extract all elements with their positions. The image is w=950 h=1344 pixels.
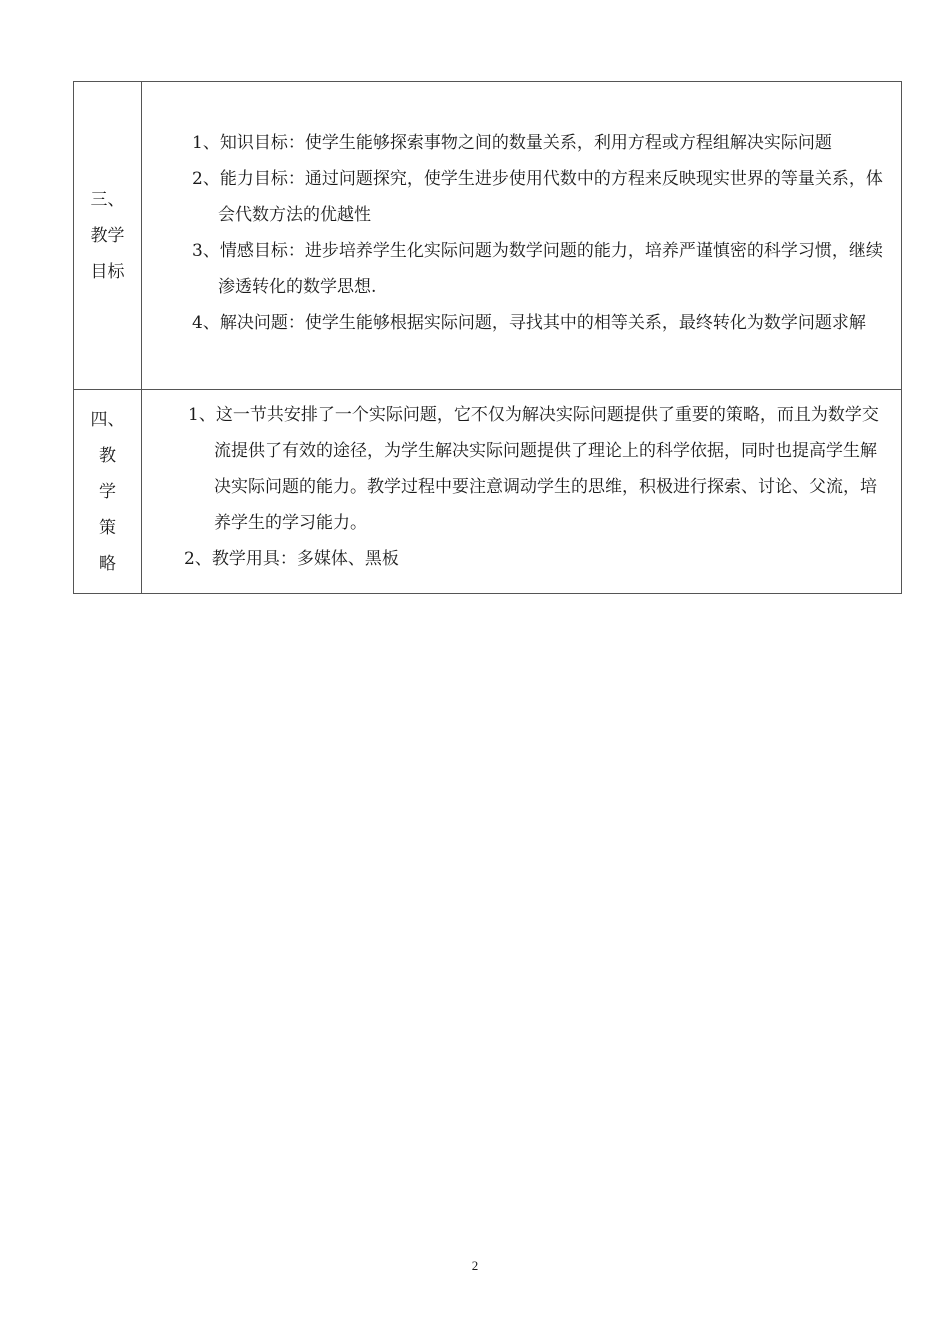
- ability-goal: 2、能力目标：通过问题探究，使学生进步使用代数中的方程来反映现实世界的等量关系，体会代数方法的优越性: [192, 168, 883, 225]
- teaching-goals-content: [142, 82, 902, 390]
- heading-line: 教学: [90, 225, 125, 246]
- problem-solving-goal: 4、解决问题：使学生能够根据实际问题，寻找其中的相等关系，最终转化为数学问题求解: [192, 312, 866, 333]
- heading-line: 教: [99, 445, 116, 466]
- heading-line: 目标: [90, 261, 125, 282]
- heading-line: 三、: [90, 189, 125, 210]
- knowledge-goal: 1、知识目标：使学生能够探索事物之间的数量关系，利用方程或方程组解决实际问题: [192, 132, 832, 153]
- teaching-goals-row: [74, 82, 902, 390]
- teaching-goals-heading: [74, 82, 142, 390]
- lesson-plan-table: [73, 81, 902, 594]
- heading-line: 学: [99, 481, 116, 502]
- teaching-strategy-content: [142, 390, 902, 594]
- emotion-goal: 3、情感目标：进步培养学生化实际问题为数学问题的能力，培养严谨慎密的科学习惯，继续渗透转化的数学思想.: [192, 240, 883, 297]
- teaching-tools: 2、教学用具：多媒体、黑板: [184, 548, 399, 569]
- heading-line: 策: [99, 517, 116, 538]
- teaching-strategy-heading: [74, 390, 142, 594]
- heading-line: 四、: [90, 409, 125, 430]
- strategy-description: 1、这一节共安排了一个实际问题，它不仅为解决实际问题提供了重要的策略，而且为数学交流提供了有效的途径，为学生解决实际问题提供了理论上的科学依据，同时也提高学生解决实际问题的能力。教学过程中要注意调动学生的思维，积极进行探索、讨论、父流，培养学生的学习能力。: [188, 404, 879, 533]
- teaching-strategy-row: [74, 390, 902, 594]
- heading-line: 略: [99, 553, 116, 574]
- page-number: 2: [471, 1258, 479, 1273]
